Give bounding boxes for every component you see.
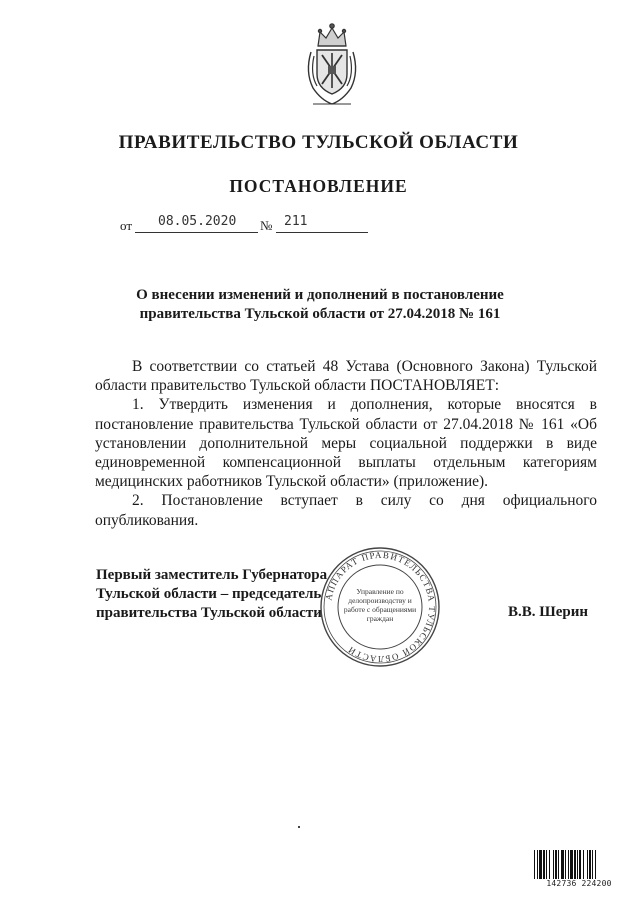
barcode-bar: [570, 850, 573, 880]
number-value: 211: [284, 214, 308, 229]
barcode-bar: [592, 850, 593, 880]
dateline: [120, 210, 380, 232]
barcode-bar: [587, 850, 588, 880]
barcode-bar: [534, 850, 535, 880]
subject-line: О внесении изменений и дополнений в постановление: [136, 287, 504, 303]
body-paragraph: В соответствии со статьей 48 Устава (Основного Закона) Тульской области правительство Тульской области ПОСТАНОВЛЯЕТ:: [95, 358, 597, 395]
barcode-bar: [543, 850, 545, 880]
document-body: [95, 357, 597, 530]
organization-title: ПРАВИТЕЛЬСТВО ТУЛЬСКОЙ ОБЛАСТИ: [118, 132, 519, 153]
scan-speck: [298, 826, 300, 828]
document-type: ПОСТАНОВЛЕНИЕ: [229, 176, 408, 196]
stamp-ring-text: АППАРАТ ПРАВИТЕЛЬСТВА ТУЛЬСКОЙ ОБЛАСТИ: [323, 549, 438, 665]
body-paragraph: 1. Утвердить изменения и дополнения, которые вносятся в постановление правительства Тульской области от 27.04.2018 № 161 «Об установлении дополнительной меры социальной поддержки в виде единовременной компенсационной выплаты отдельным категориям медицинских работников Тульской области» (приложение).: [95, 396, 597, 491]
barcode-bar: [595, 850, 596, 880]
barcode-bar: [568, 850, 569, 880]
signer-position-line: Тульской области – председатель: [96, 586, 322, 602]
barcode-bar: [537, 850, 538, 880]
barcode-bar: [579, 850, 581, 880]
barcode-bar: [553, 850, 554, 880]
subject-line: правительства Тульской области от 27.04.2018 № 161: [139, 306, 501, 322]
barcode-bar: [561, 850, 564, 880]
date-prefix: от: [120, 218, 133, 233]
barcode-bar: [549, 850, 550, 880]
barcode-bar: [574, 850, 576, 880]
signer-position-line: Первый заместитель Губернатора: [96, 567, 328, 583]
date-underline: [135, 232, 258, 233]
signer-position: [96, 566, 327, 623]
number-prefix: №: [260, 218, 273, 233]
barcode-bar: [558, 850, 559, 880]
barcode-bar: [565, 850, 566, 880]
barcode-bar: [555, 850, 557, 880]
barcode-bar: [589, 850, 591, 880]
barcode-bar: [546, 850, 547, 880]
document-subject: [120, 286, 520, 324]
barcode-bar: [539, 850, 542, 880]
date-value: 08.05.2020: [158, 214, 237, 229]
number-underline: [276, 232, 368, 233]
tula-coat-of-arms-icon: [301, 22, 363, 106]
signer-name: В.В. Шерин: [508, 604, 589, 620]
stamp-center: [318, 545, 442, 669]
body-paragraph: 2. Постановление вступает в силу со дня официального опубликования.: [95, 492, 597, 529]
stamp-center-text: Управление по делопроизводству и работе с обращениями граждан: [343, 587, 417, 623]
barcode-bar: [577, 850, 578, 880]
barcode-bar: [583, 850, 584, 880]
signer-position-line: правительства Тульской области: [96, 605, 322, 621]
barcode-number: 142736 224200: [533, 879, 625, 888]
